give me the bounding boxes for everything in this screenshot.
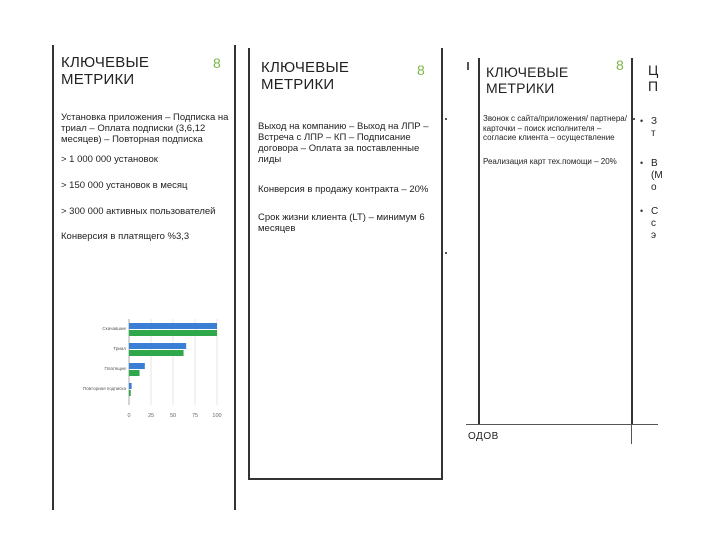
- chart-bar: [129, 323, 217, 329]
- chart-category-label: Платящие: [104, 366, 126, 371]
- slide-panel-4: [640, 58, 663, 278]
- chart-bar: [129, 330, 217, 336]
- funnel-bar-chart: [57, 315, 229, 425]
- panel-3-corner-mark: [467, 62, 469, 70]
- panel-2-edge-mark: [445, 118, 447, 120]
- slide-panel-3: [479, 58, 631, 424]
- panel-2-left-border: [248, 48, 250, 480]
- panel-3-lower-divider: [631, 424, 632, 444]
- chart-category-label: Повторная подписка: [83, 386, 126, 391]
- panel-1-funnel: Установка приложения – Подписка на триал – Оплата подписки (3,6,12 месяцев) – Повторная подписка: [61, 112, 229, 145]
- panel-1-active-users: > 300 000 активных пользователей: [61, 206, 216, 217]
- panel-1-left-border: [52, 45, 54, 510]
- panel-1-title: КЛЮЧЕВЫЕ МЕТРИКИ: [61, 54, 150, 88]
- slide-panel-1: [53, 45, 234, 510]
- panel-3-number: 8: [616, 57, 624, 73]
- panel-1-text: [61, 112, 233, 251]
- panel-1-conversion: Конверсия в платящего %3,3: [61, 231, 190, 242]
- chart-category-label: Скачавшие: [102, 326, 126, 331]
- panel-4-title-fragment: Ц П: [648, 62, 659, 94]
- panel-4-bullet-3: •: [640, 206, 644, 216]
- panel-2-number: 8: [417, 62, 425, 78]
- panel-3-bottom-border: [466, 424, 658, 425]
- panel-1-number: 8: [213, 55, 221, 71]
- panel-2-lifetime: Срок жизни клиента (LT) – минимум 6 месяцев: [258, 212, 425, 234]
- panel-3-text: [483, 114, 631, 175]
- chart-category-label: Триал: [113, 346, 126, 351]
- chart-bar: [129, 343, 186, 349]
- slide-panel-2: [249, 48, 442, 478]
- panel-4-bullet-1: •: [640, 116, 644, 126]
- panel-4-fragment-1: З т: [651, 116, 658, 139]
- panel-3-bottom-fragment: ОДОВ: [468, 431, 499, 442]
- panel-3-right-border: [631, 58, 633, 424]
- panel-2-bottom-border: [248, 478, 443, 480]
- panel-4-fragment-2: В (М о: [651, 158, 663, 193]
- chart-bar: [129, 390, 131, 396]
- panel-3-edge-mark: [633, 118, 635, 120]
- panel-3-title: КЛЮЧЕВЫЕ МЕТРИКИ: [486, 64, 569, 96]
- chart-bar: [129, 363, 145, 369]
- chart-x-tick-label: 75: [191, 413, 199, 419]
- panel-1-installs: > 1 000 000 установок: [61, 154, 158, 165]
- panel-2-title: КЛЮЧЕВЫЕ МЕТРИКИ: [261, 59, 350, 93]
- chart-x-tick-label: 25: [147, 413, 155, 419]
- chart-bar: [129, 350, 184, 356]
- chart-x-tick-label: 0: [127, 413, 131, 419]
- panel-2-edge-mark-2: [445, 252, 447, 254]
- panel-2-funnel: Выход на компанию – Выход на ЛПР – Встреча с ЛПР – КП – Подписание договора – Оплата за поставленные лиды: [258, 121, 429, 165]
- chart-bar: [129, 370, 140, 376]
- chart-x-tick-label: 50: [169, 413, 177, 419]
- chart-x-tick-label: 100: [212, 413, 222, 419]
- chart-bar: [129, 383, 132, 389]
- panel-3-assistance: Реализация карт тех.помощи – 20%: [483, 156, 617, 166]
- panel-4-fragment-3: С с э: [651, 206, 659, 241]
- panel-2-text: [258, 121, 440, 243]
- panel-3-funnel: Звонок с сайта/приложения/ партнера/карточки – поиск исполнителя – согласие клиента – осуществление: [483, 114, 627, 142]
- panel-2-right-border: [441, 48, 443, 480]
- panel-2-conversion: Конверсия в продажу контракта – 20%: [258, 184, 429, 195]
- panel-1-right-border: [234, 45, 236, 510]
- panel-3-left-border: [478, 58, 480, 424]
- panel-4-bullet-2: •: [640, 158, 644, 168]
- panel-1-monthly-installs: > 150 000 установок в месяц: [61, 180, 188, 191]
